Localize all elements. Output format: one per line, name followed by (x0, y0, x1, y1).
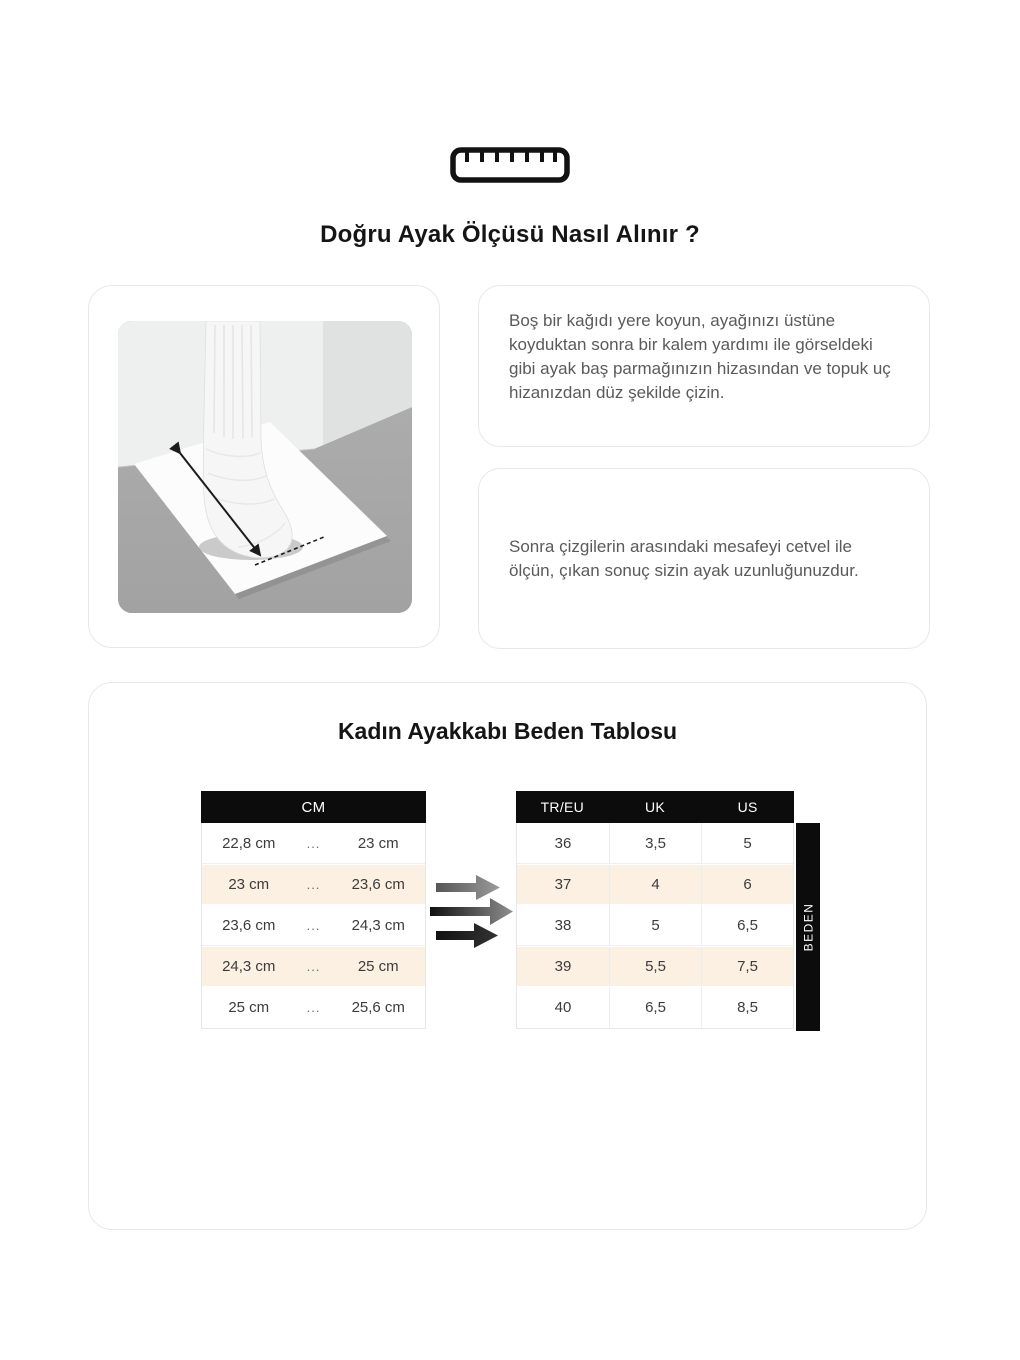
instruction-step1-text: Boş bir kağıdı yere koyun, ayağınızı üstüne koyduktan sonra bir kalem yardımı ile görseldeki gibi ayak baş parmağınızın hizasından ve topuk uç hizanızdan düz şekilde çizin. (509, 311, 891, 402)
size-conversion-table (516, 791, 794, 1029)
table-row (517, 987, 793, 1028)
cell-treu: 36 (554, 834, 572, 852)
table-row (517, 864, 793, 905)
column-header-uk: UK (644, 799, 666, 815)
size-table-title: Kadın Ayakkabı Beden Tablosu (337, 718, 678, 744)
instruction-step2-text: Sonra çizgilerin arasındaki mesafeyi cetvel ile ölçün, çıkan sonuç sizin ayak uzunluğunuzdur. (509, 536, 859, 580)
transfer-arrows-icon (428, 872, 514, 950)
cell-uk: 3,5 (609, 823, 701, 863)
cm-from: 25 cm (228, 999, 270, 1016)
instruction-step2-box (478, 468, 930, 649)
cell-us: 6,5 (701, 905, 793, 945)
cell-uk: 5 (609, 905, 701, 945)
cm-to: 23 cm (357, 834, 399, 852)
range-dots: ... (306, 917, 321, 933)
cell-uk: 4 (609, 865, 701, 904)
ruler-icon (0, 147, 1020, 183)
cell-us: 6 (701, 865, 793, 904)
cm-range-table (201, 791, 426, 1029)
cell-treu: 37 (554, 876, 572, 893)
foot-measure-photo (118, 321, 412, 613)
range-dots: ... (306, 835, 321, 851)
table-row (517, 823, 793, 864)
range-dots: ... (306, 877, 321, 892)
cm-to: 25,6 cm (351, 999, 405, 1016)
size-table-card (88, 682, 927, 1230)
range-dots: ... (306, 1000, 321, 1015)
cell-treu: 38 (554, 916, 572, 934)
cell-us: 7,5 (701, 947, 793, 986)
cell-uk: 6,5 (609, 987, 701, 1028)
conversion-table-header (516, 791, 794, 823)
table-row (202, 823, 425, 864)
table-row (202, 864, 425, 905)
cm-to: 23,6 cm (351, 876, 405, 893)
cm-table-body (201, 823, 426, 1029)
cm-from: 23,6 cm (222, 916, 276, 934)
column-header-treu: TR/EU (540, 799, 585, 815)
measure-photo-card (88, 285, 440, 648)
cm-to: 24,3 cm (351, 916, 405, 934)
table-row (202, 905, 425, 946)
cm-from: 24,3 cm (222, 958, 276, 975)
cm-to: 25 cm (357, 958, 399, 975)
table-row (517, 905, 793, 946)
cell-treu: 39 (554, 958, 572, 975)
cm-table-header: CM (201, 791, 426, 823)
table-row (202, 946, 425, 987)
instruction-step1-box (478, 285, 930, 447)
table-row (517, 946, 793, 987)
beden-side-label: BEDEN (801, 902, 815, 952)
range-dots: ... (306, 959, 321, 974)
cell-uk: 5,5 (609, 947, 701, 986)
conversion-table-body (516, 823, 794, 1029)
column-header-us: US (737, 799, 758, 815)
beden-side-bar (796, 823, 820, 1031)
cell-us: 5 (701, 823, 793, 863)
table-row (202, 987, 425, 1028)
cell-treu: 40 (554, 999, 572, 1016)
page-title: Doğru Ayak Ölçüsü Nasıl Alınır ? (320, 221, 700, 248)
cm-from: 22,8 cm (222, 834, 276, 852)
cell-us: 8,5 (701, 987, 793, 1028)
cm-from: 23 cm (228, 876, 270, 893)
